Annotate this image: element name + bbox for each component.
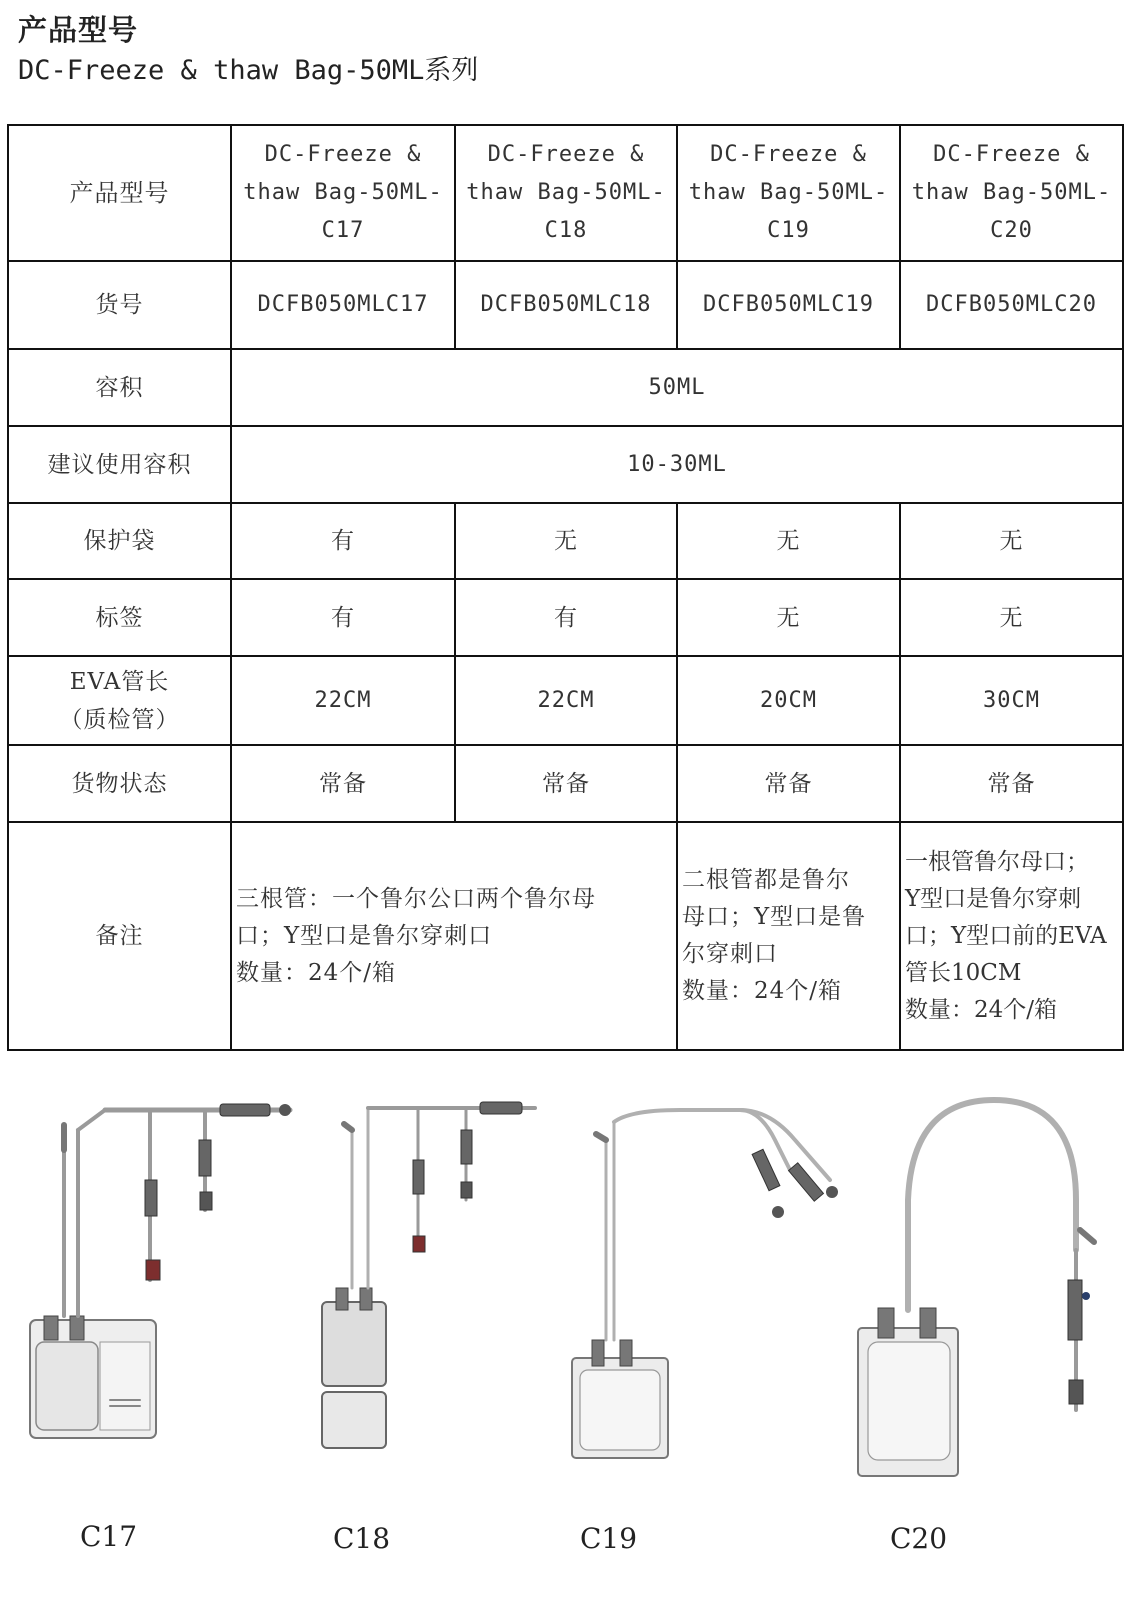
model-line: C20 <box>990 218 1033 243</box>
caption-c17: C17 <box>80 1520 138 1553</box>
model-line: thaw Bag-50ML- <box>688 180 889 205</box>
table-row-sku <box>8 261 1123 349</box>
model-line: thaw Bag-50ML- <box>466 180 666 205</box>
status-cell: 常备 <box>455 745 677 822</box>
status-cell: 常备 <box>231 745 455 822</box>
note-line: 管长10CM <box>905 959 1022 986</box>
table-row-notes <box>8 822 1123 1050</box>
volume-cell: 50ML <box>231 349 1123 426</box>
product-drawings <box>0 1080 1148 1594</box>
notes-cell-c17-c18 <box>231 822 677 1050</box>
eva-label-line: EVA管长 <box>69 668 170 695</box>
sku-cell: DCFB050MLC18 <box>455 261 677 349</box>
sku-cell: DCFB050MLC17 <box>231 261 455 349</box>
model-cell <box>231 125 455 261</box>
protective-bag-cell: 无 <box>677 503 900 579</box>
note-line: 三根管：一个鲁尔公口两个鲁尔母 <box>236 885 596 912</box>
page-title: 产品型号 <box>18 13 139 47</box>
product-figures <box>0 1080 1148 1594</box>
label-cell: 有 <box>455 579 677 656</box>
sku-cell: DCFB050MLC19 <box>677 261 900 349</box>
row-label-eva <box>8 656 231 745</box>
row-label-status: 货物状态 <box>8 745 231 822</box>
row-label-recommended: 建议使用容积 <box>8 426 231 503</box>
model-line: DC-Freeze & <box>264 142 422 167</box>
notes-cell-c20 <box>900 822 1123 1050</box>
caption-c20: C20 <box>890 1522 948 1555</box>
label-cell: 有 <box>231 579 455 656</box>
note-line: 口；Y型口前的EVA <box>905 922 1107 949</box>
table-row-status <box>8 745 1123 822</box>
eva-cell: 20CM <box>677 656 900 745</box>
model-cell <box>677 125 900 261</box>
row-label-label: 标签 <box>8 579 231 656</box>
bag-c17-drawing <box>30 1104 291 1438</box>
row-label-notes: 备注 <box>8 822 231 1050</box>
note-line: 母口；Y型口是鲁 <box>682 904 867 930</box>
table-row-protective-bag <box>8 503 1123 579</box>
protective-bag-cell: 有 <box>231 503 455 579</box>
recommended-volume-cell: 10-30ML <box>231 426 1123 503</box>
notes-cell-c19 <box>677 822 900 1050</box>
spec-table <box>7 124 1124 1051</box>
table-row-eva <box>8 656 1123 745</box>
protective-bag-cell: 无 <box>900 503 1123 579</box>
bag-c19-drawing <box>572 1110 838 1458</box>
note-line: 尔穿刺口 <box>682 941 778 967</box>
note-line: 数量：24个/箱 <box>682 978 843 1004</box>
model-line: C17 <box>321 218 365 243</box>
eva-label-line: （质检管） <box>59 706 180 733</box>
row-label-protective-bag: 保护袋 <box>8 503 231 579</box>
table-row-recommended <box>8 426 1123 503</box>
model-line: DC-Freeze & <box>933 142 1090 167</box>
model-line: DC-Freeze & <box>710 142 867 167</box>
model-cell <box>455 125 677 261</box>
note-line: Y型口是鲁尔穿刺 <box>905 885 1082 912</box>
table-row-label <box>8 579 1123 656</box>
sku-cell: DCFB050MLC20 <box>900 261 1123 349</box>
note-line: 口；Y型口是鲁尔穿刺口 <box>236 922 493 949</box>
table-row-volume <box>8 349 1123 426</box>
protective-bag-cell: 无 <box>455 503 677 579</box>
row-label-sku: 货号 <box>8 261 231 349</box>
series-title: DC-Freeze & thaw Bag-50ML系列 <box>18 55 479 86</box>
model-line: DC-Freeze & <box>487 142 645 167</box>
eva-cell: 30CM <box>900 656 1123 745</box>
table-row-model <box>8 125 1123 261</box>
note-line: 数量：24个/箱 <box>905 996 1058 1023</box>
note-line: 数量：24个/箱 <box>236 959 397 986</box>
label-cell: 无 <box>900 579 1123 656</box>
caption-c18: C18 <box>333 1522 391 1555</box>
label-cell: 无 <box>677 579 900 656</box>
model-line: thaw Bag-50ML- <box>911 180 1112 205</box>
bag-c20-drawing <box>858 1100 1094 1476</box>
model-line: thaw Bag-50ML- <box>243 180 443 205</box>
model-line: C18 <box>544 218 588 243</box>
status-cell: 常备 <box>677 745 900 822</box>
note-line: 二根管都是鲁尔 <box>682 867 850 893</box>
row-label-model: 产品型号 <box>8 125 231 261</box>
model-cell <box>900 125 1123 261</box>
note-line: 一根管鲁尔母口； <box>905 848 1089 875</box>
eva-cell: 22CM <box>231 656 455 745</box>
caption-c19: C19 <box>580 1522 638 1555</box>
model-line: C19 <box>767 218 810 243</box>
eva-cell: 22CM <box>455 656 677 745</box>
row-label-volume: 容积 <box>8 349 231 426</box>
bag-c18-drawing <box>322 1102 535 1448</box>
status-cell: 常备 <box>900 745 1123 822</box>
